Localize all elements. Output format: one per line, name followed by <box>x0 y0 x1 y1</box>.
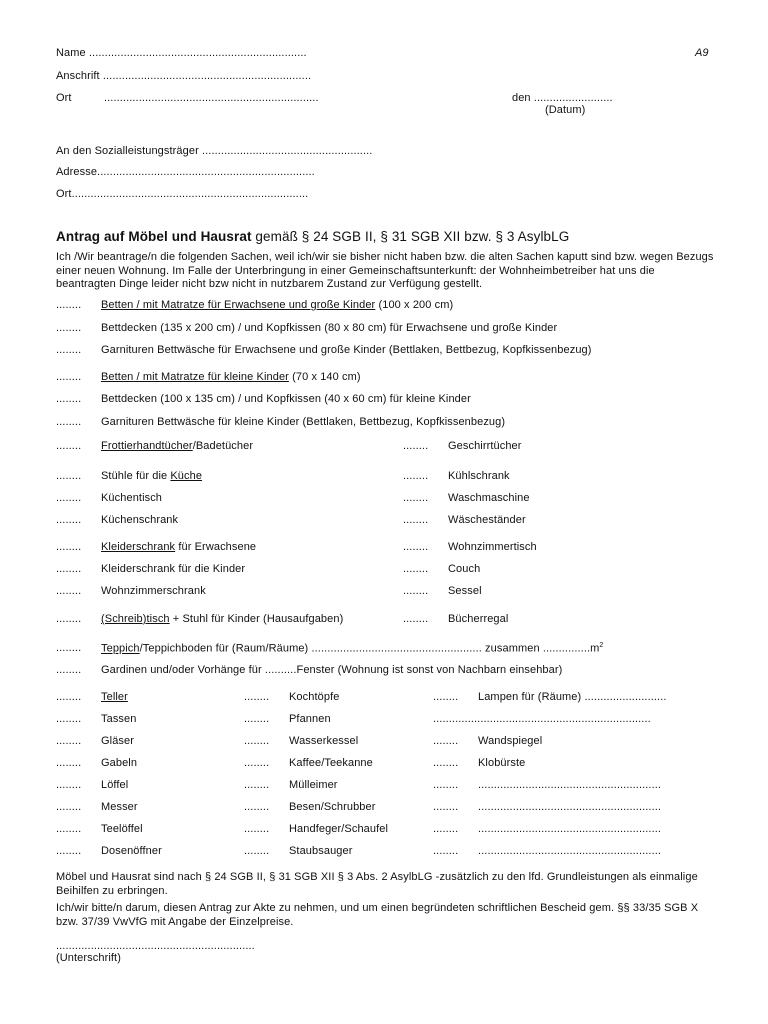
item-waesche-klein: Garnituren Bettwäsche für kleine Kinder (Bettlaken, Bettbezug, Kopfkissenbezug) <box>101 416 506 428</box>
qty-dots[interactable]: ........ <box>56 299 82 311</box>
item-klobuerste: Klobürste <box>478 757 526 769</box>
item-couch: Couch <box>448 563 481 575</box>
qty-dots[interactable]: ........ <box>403 541 429 553</box>
item-kaffee: Kaffee/Teekanne <box>289 757 373 769</box>
item-waschmaschine: Waschmaschine <box>448 492 530 504</box>
item-kochtoepfe: Kochtöpfe <box>289 691 340 703</box>
qty-dots[interactable]: ........ <box>56 322 82 334</box>
item-gabeln: Gabeln <box>101 757 138 769</box>
date-caption: (Datum) <box>545 104 586 116</box>
qty-dots[interactable]: ........ <box>56 713 82 725</box>
item-muelleimer: Mülleimer <box>289 779 338 791</box>
qty-dots[interactable]: ........ <box>403 563 429 575</box>
qty-dots[interactable]: ........ <box>403 492 429 504</box>
item-bettdecken-klein: Bettdecken (100 x 135 cm) / und Kopfkissen (40 x 60 cm) für kleine Kinder <box>101 393 471 405</box>
qty-dots[interactable]: ........ <box>56 470 82 482</box>
item-kleiderschrank: Kleiderschrank für Erwachsene <box>101 541 257 553</box>
item-betten-klein: Betten / mit Matratze für kleine Kinder (70 x 140 cm) <box>101 371 361 383</box>
qty-dots[interactable]: ........ <box>56 514 82 526</box>
item-kuechenschrank: Küchenschrank <box>101 514 179 526</box>
item-kuehlschrank: Kühlschrank <box>448 470 510 482</box>
qty-dots[interactable]: ........ <box>433 801 459 813</box>
qty-dots[interactable]: ........ <box>56 393 82 405</box>
qty-dots[interactable]: ........ <box>433 757 459 769</box>
qty-dots[interactable]: ........ <box>244 757 270 769</box>
address-field[interactable]: Adresse..................................................................... <box>56 166 315 178</box>
item-glaeser: Gläser <box>101 735 134 747</box>
qty-dots[interactable]: ........ <box>433 779 459 791</box>
item-gardinen: Gardinen und/oder Vorhänge für ..........Fenster (Wohnung ist sonst von Nachbarn einsehbar) <box>101 664 563 676</box>
item-waesche-gross: Garnituren Bettwäsche für Erwachsene und große Kinder (Bettlaken, Bettbezug, Kopfkissenbezug) <box>101 344 592 356</box>
qty-dots[interactable]: ........ <box>56 691 82 703</box>
item-geschirrtuecher: Geschirrtücher <box>448 440 522 452</box>
blank-item-field[interactable]: ..................................................................... <box>433 713 651 725</box>
qty-dots[interactable]: ........ <box>56 585 82 597</box>
form-code: A9 <box>695 47 709 59</box>
qty-dots[interactable]: ........ <box>403 585 429 597</box>
qty-dots[interactable]: ........ <box>403 514 429 526</box>
qty-dots[interactable]: ........ <box>433 691 459 703</box>
blank-item-field[interactable]: .......................................................... <box>478 801 662 813</box>
item-tassen: Tassen <box>101 713 137 725</box>
item-teller: Teller <box>101 691 128 703</box>
anschrift-field[interactable]: Anschrift .................................................................. <box>56 70 312 82</box>
item-wohnzimmertisch: Wohnzimmertisch <box>448 541 537 553</box>
item-dosenoeffner: Dosenöffner <box>101 845 162 857</box>
qty-dots[interactable]: ........ <box>403 440 429 452</box>
qty-dots[interactable]: ........ <box>56 845 82 857</box>
qty-dots[interactable]: ........ <box>244 801 270 813</box>
recipient-field[interactable]: An den Sozialleistungsträger ...................................................... <box>56 145 373 157</box>
qty-dots[interactable]: ........ <box>56 664 82 676</box>
item-kuechentisch: Küchentisch <box>101 492 163 504</box>
qty-dots[interactable]: ........ <box>56 613 82 625</box>
intro-text: Ich /Wir beantrage/n die folgenden Sachen, weil ich/wir sie bisher nicht haben bzw. die alten Sachen kaputt sind bzw. wegen Bezugs einer neuen Wohnung. Im Falle der Unterbringung in einer Gemeinschaftsunterkunft: der Wohnheimbetreiber hat uns die beantragten Dinge leider nicht bzw nicht in nutzbarem Zustand zur Verfügung gestellt. <box>56 251 714 290</box>
item-teppich: Teppich/Teppichboden für (Raum/Räume) ...................................................... zusammen $...............m^2$ <box>101 642 604 655</box>
blank-item-field[interactable]: .......................................................... <box>478 845 662 857</box>
item-besen: Besen/Schrubber <box>289 801 376 813</box>
signature-label: (Unterschrift) <box>56 952 121 964</box>
qty-dots[interactable]: ........ <box>244 691 270 703</box>
item-wohnzimmerschrank: Wohnzimmerschrank <box>101 585 206 597</box>
qty-dots[interactable]: ........ <box>244 845 270 857</box>
qty-dots[interactable]: ........ <box>244 735 270 747</box>
qty-dots[interactable]: ........ <box>56 440 82 452</box>
legal-basis-text: Möbel und Hausrat sind nach § 24 SGB II, § 31 SGB XII § 3 Abs. 2 AsylbLG -zusätzlich zu den lfd. Grundleistungen als einmalige Beihilfen zu erbringen. <box>56 871 698 897</box>
item-betten-gross: Betten / mit Matratze für Erwachsene und große Kinder (100 x 200 cm) <box>101 299 454 311</box>
qty-dots[interactable]: ........ <box>403 613 429 625</box>
item-lampen: Lampen für (Räume) .......................... <box>478 691 667 703</box>
qty-dots[interactable]: ........ <box>56 735 82 747</box>
request-text: Ich/wir bitte/n darum, diesen Antrag zur Akte zu nehmen, und um einen begründeten schriftlichen Bescheid gem. §§ 33/35 SGB X bzw. 37/39 VwVfG mit Angabe der Einzelpreise. <box>56 902 699 928</box>
qty-dots[interactable]: ........ <box>56 823 82 835</box>
qty-dots[interactable]: ........ <box>433 845 459 857</box>
item-bettdecken-gross: Bettdecken (135 x 200 cm) / und Kopfkissen (80 x 80 cm) für Erwachsene und große Kinder <box>101 322 558 334</box>
blank-item-field[interactable]: .......................................................... <box>478 779 662 791</box>
qty-dots[interactable]: ........ <box>433 823 459 835</box>
item-frottier: Frottierhandtücher/Badetücher <box>101 440 254 452</box>
item-buecherregal: Bücherregal <box>448 613 509 625</box>
qty-dots[interactable]: ........ <box>244 823 270 835</box>
qty-dots[interactable]: ........ <box>433 735 459 747</box>
qty-dots[interactable]: ........ <box>403 470 429 482</box>
item-schreibtisch: (Schreib)tisch + Stuhl für Kinder (Hausaufgaben) <box>101 613 344 625</box>
title-bold: Antrag auf Möbel und Hausrat <box>56 229 252 244</box>
item-messer: Messer <box>101 801 138 813</box>
item-teeloeffel: Teelöffel <box>101 823 143 835</box>
qty-dots[interactable]: ........ <box>56 642 82 654</box>
item-wandspiegel: Wandspiegel <box>478 735 543 747</box>
qty-dots[interactable]: ........ <box>56 492 82 504</box>
qty-dots[interactable]: ........ <box>56 757 82 769</box>
item-kleiderschrank-kinder: Kleiderschrank für die Kinder <box>101 563 246 575</box>
item-waeschestaender: Wäscheständer <box>448 514 526 526</box>
date-field[interactable]: den ......................... <box>512 92 613 104</box>
qty-dots[interactable]: ........ <box>244 713 270 725</box>
item-stuehle: Stühle für die Küche <box>101 470 203 482</box>
recipient-ort-field[interactable]: Ort........................................................................... <box>56 188 309 200</box>
item-staubsauger: Staubsauger <box>289 845 353 857</box>
item-handfeger: Handfeger/Schaufel <box>289 823 389 835</box>
item-pfannen: Pfannen <box>289 713 331 725</box>
ort-field[interactable]: .................................................................... <box>104 92 319 104</box>
qty-dots[interactable]: ........ <box>56 779 82 791</box>
title-rest: gemäß § 24 SGB II, § 31 SGB XII bzw. § 3 AsylbLG <box>251 229 570 244</box>
blank-item-field[interactable]: .......................................................... <box>478 823 662 835</box>
qty-dots[interactable]: ........ <box>244 779 270 791</box>
qty-dots[interactable]: ........ <box>56 371 82 383</box>
qty-dots[interactable]: ........ <box>56 801 82 813</box>
qty-dots[interactable]: ........ <box>56 416 82 428</box>
item-wasserkessel: Wasserkessel <box>289 735 359 747</box>
name-field[interactable]: Name ..................................................................... <box>56 47 307 59</box>
qty-dots[interactable]: ........ <box>56 541 82 553</box>
ort-label: Ort <box>56 92 72 104</box>
form-title <box>56 229 569 244</box>
signature-field[interactable]: ............................................................... <box>56 940 255 952</box>
item-loeffel: Löffel <box>101 779 129 791</box>
qty-dots[interactable]: ........ <box>56 344 82 356</box>
item-sessel: Sessel <box>448 585 482 597</box>
qty-dots[interactable]: ........ <box>56 563 82 575</box>
